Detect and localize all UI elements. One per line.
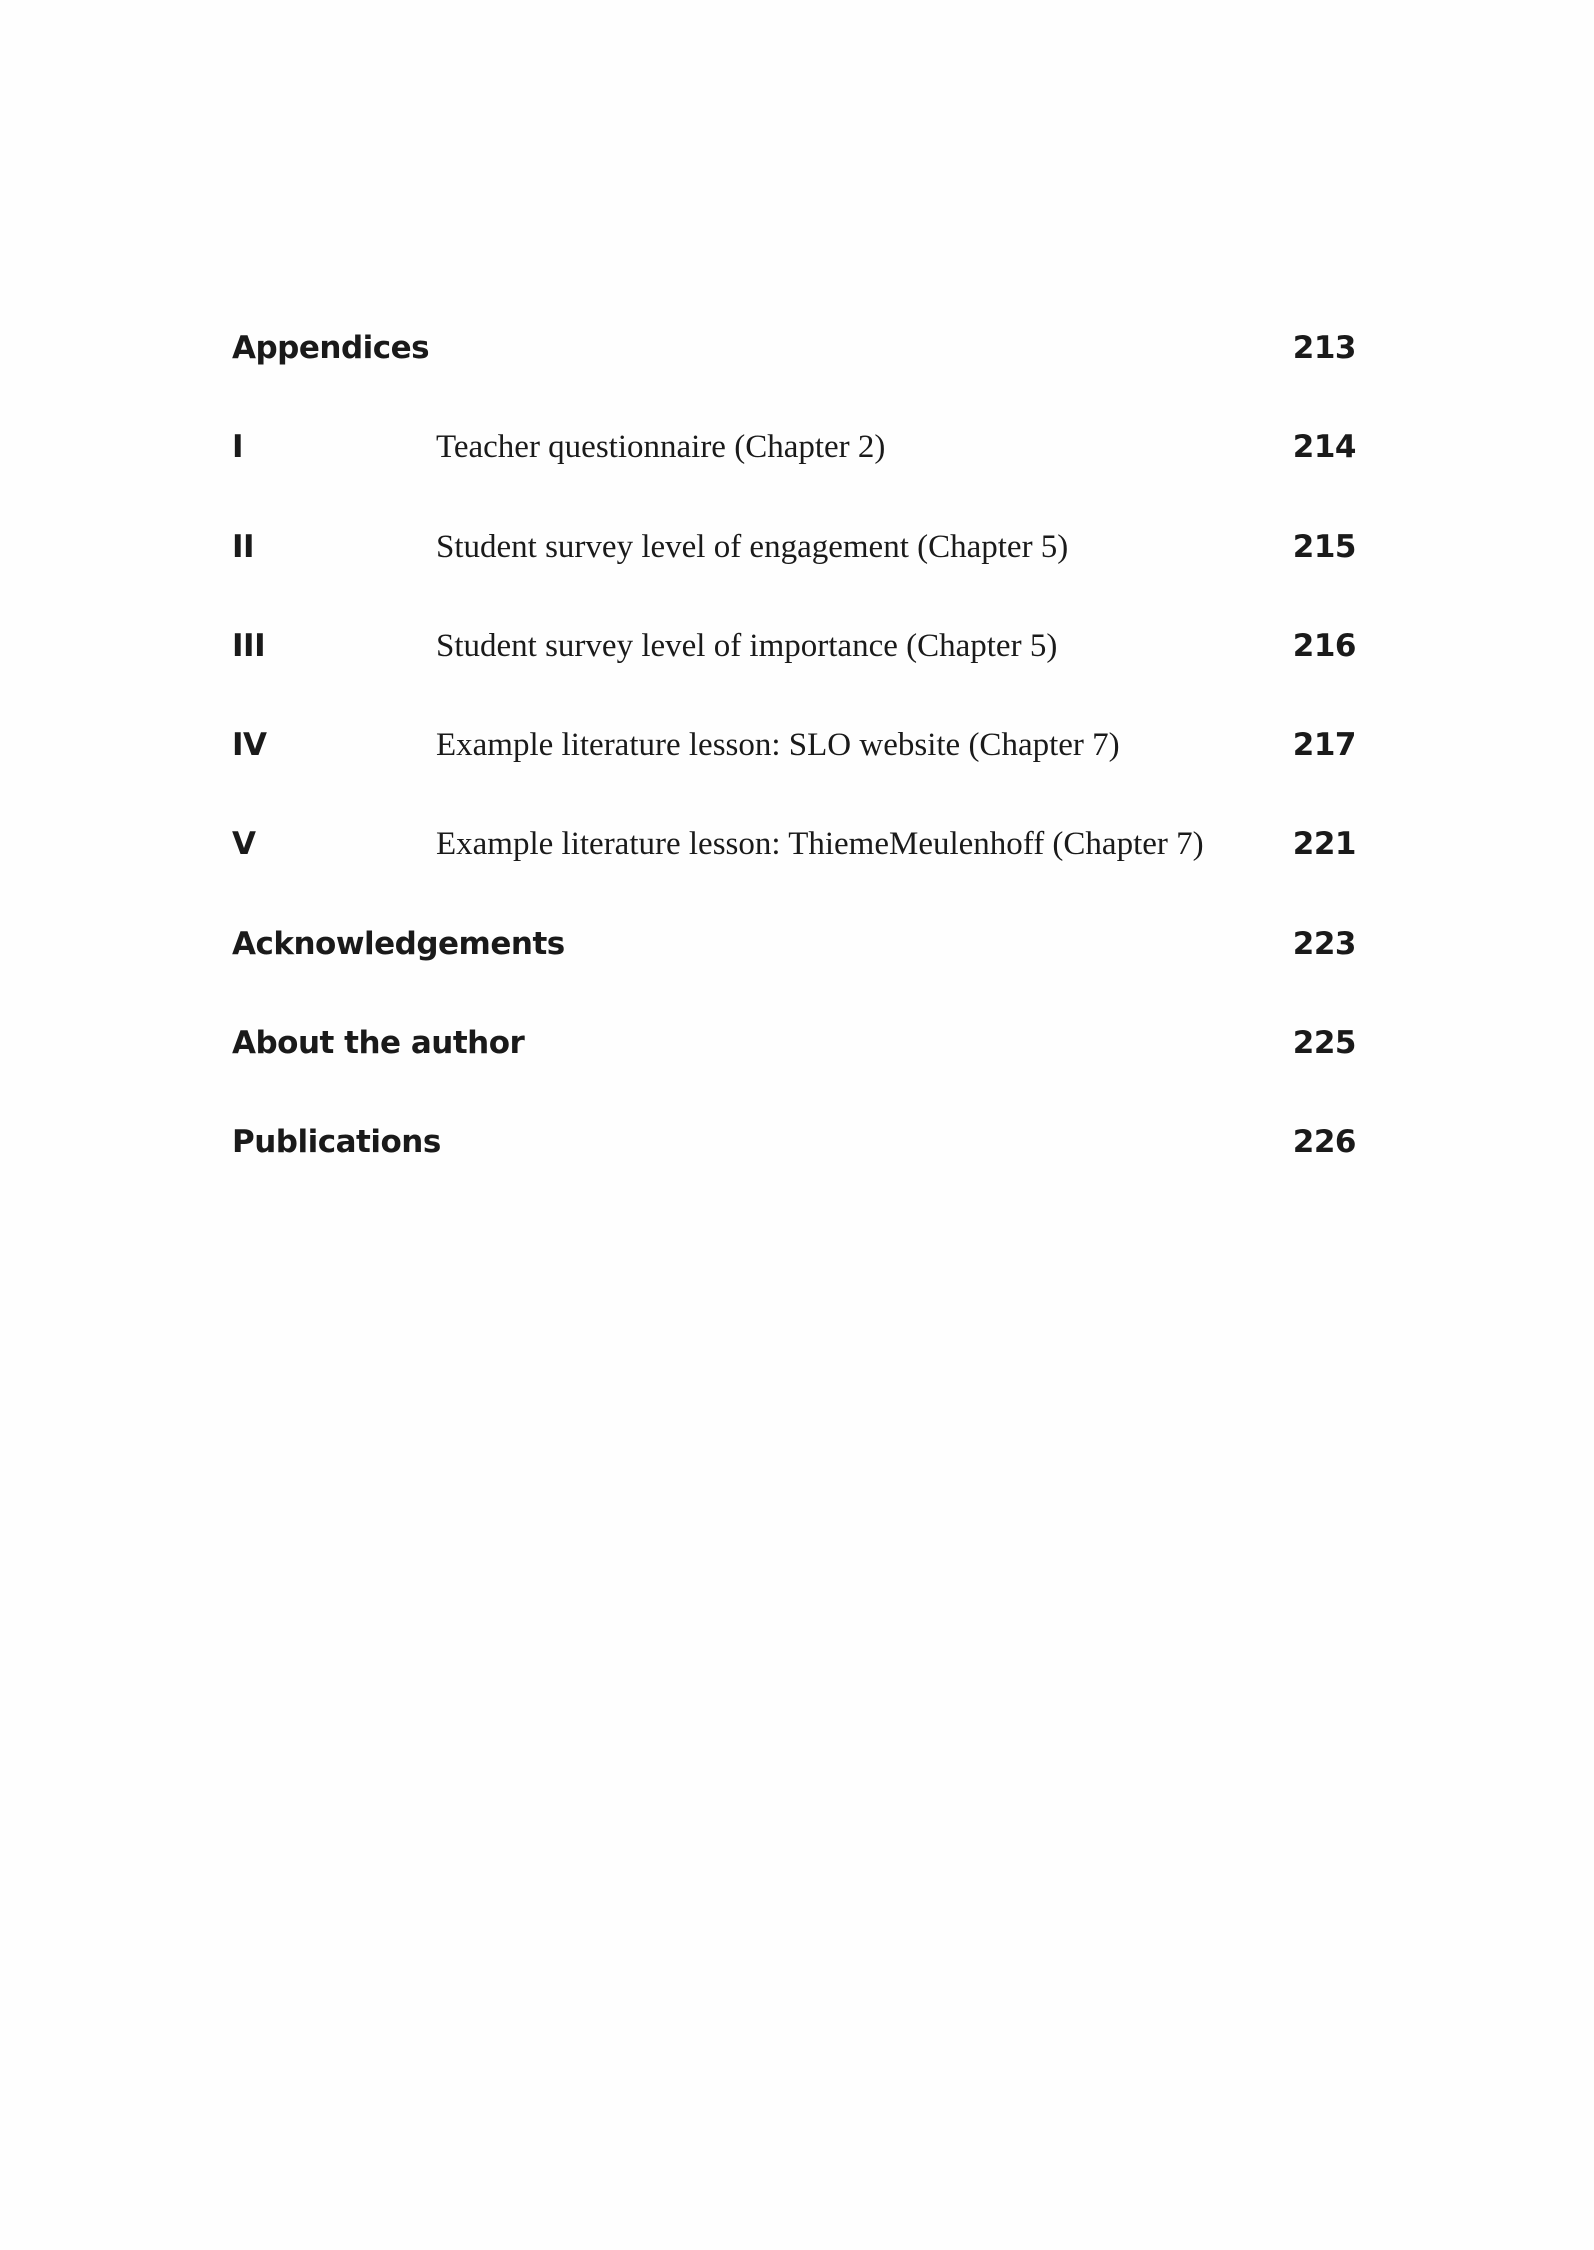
toc-page-number: 213 [1292, 330, 1356, 366]
toc-page-number: 225 [1292, 1025, 1356, 1062]
appendix-title: Example literature lesson: ThiemeMeulenhoff (Chapter 7) [436, 826, 1204, 863]
appendix-numeral: V [232, 826, 256, 863]
toc-page-number: 226 [1292, 1124, 1356, 1161]
appendix-numeral: III [232, 627, 266, 664]
appendix-title: Student survey level of engagement (Chapter 5) [436, 528, 1069, 565]
toc-heading: Publications [232, 1124, 441, 1161]
appendix-title: Example literature lesson: SLO website (Chapter 7) [436, 727, 1120, 764]
appendix-numeral: I [232, 429, 244, 466]
toc-entry-about-author[interactable] [232, 1021, 1356, 1120]
appendix-title: Teacher questionnaire (Chapter 2) [436, 429, 886, 466]
toc-page-number: 215 [1292, 528, 1356, 565]
toc-entry-appendices[interactable] [232, 326, 1356, 425]
appendix-title: Student survey level of importance (Chapter 5) [436, 627, 1058, 664]
toc-entry-appendix-v[interactable] [232, 822, 1356, 921]
appendix-numeral: IV [232, 727, 267, 764]
toc-entry-publications[interactable] [232, 1120, 1356, 1219]
toc-page-number: 214 [1292, 429, 1356, 466]
toc-entry-appendix-i[interactable] [232, 425, 1356, 524]
toc-page-number: 221 [1292, 826, 1356, 863]
table-of-contents [232, 326, 1356, 1220]
toc-entry-acknowledgements[interactable] [232, 922, 1356, 1021]
toc-heading: Acknowledgements [232, 925, 565, 962]
appendix-numeral: II [232, 528, 255, 565]
toc-page-number: 217 [1292, 727, 1356, 764]
toc-entry-appendix-ii[interactable] [232, 525, 1356, 624]
toc-page-number: 223 [1292, 925, 1356, 962]
toc-page-number: 216 [1292, 627, 1356, 664]
toc-entry-appendix-iv[interactable] [232, 723, 1356, 822]
toc-heading: Appendices [232, 330, 430, 366]
toc-entry-appendix-iii[interactable] [232, 624, 1356, 723]
toc-heading: About the author [232, 1025, 525, 1062]
